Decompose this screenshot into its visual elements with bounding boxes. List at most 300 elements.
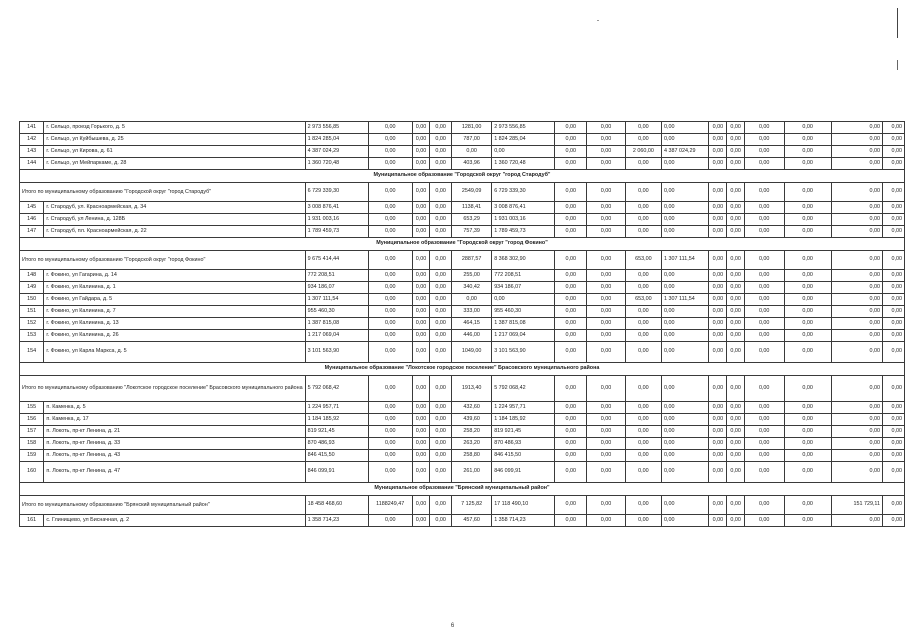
- table-row: [20, 450, 905, 462]
- row-number: 145: [20, 202, 44, 214]
- value-cell: 0,00: [368, 158, 412, 170]
- table-row: [20, 306, 905, 318]
- value-cell: 6 729 339,30: [492, 183, 555, 202]
- value-cell: 0,00: [625, 214, 661, 226]
- section-title: Муниципальное образование "Городской округ "город Фокино": [20, 238, 905, 251]
- value-cell: 0,00: [662, 270, 709, 282]
- value-cell: 0,00: [625, 426, 661, 438]
- value-cell: 0,00: [412, 318, 429, 330]
- value-cell: 340,42: [452, 282, 492, 294]
- table-row: [20, 330, 905, 342]
- value-cell: 0,00: [368, 122, 412, 134]
- edge-line-mark: [897, 60, 898, 70]
- value-cell: 0,00: [727, 342, 744, 363]
- value-cell: 0,00: [883, 438, 905, 450]
- value-cell: 0,00: [883, 226, 905, 238]
- value-cell: 2 973 556,85: [305, 122, 368, 134]
- value-cell: 0,00: [883, 122, 905, 134]
- value-cell: 0,00: [727, 306, 744, 318]
- value-cell: 0,00: [709, 515, 727, 527]
- value-cell: 0,00: [587, 462, 625, 483]
- section-title-row: [20, 238, 905, 251]
- value-cell: 0,00: [368, 270, 412, 282]
- row-number: 156: [20, 414, 44, 426]
- row-number: 152: [20, 318, 44, 330]
- value-cell: 0,00: [662, 462, 709, 483]
- value-cell: 446,00: [452, 330, 492, 342]
- value-cell: 0,00: [625, 515, 661, 527]
- value-cell: 439,60: [452, 414, 492, 426]
- value-cell: 0,00: [727, 122, 744, 134]
- total-label: Итого по муниципальному образованию "Городской округ "город Фокино": [20, 251, 306, 270]
- value-cell: 0,00: [883, 214, 905, 226]
- value-cell: 0,00: [784, 462, 831, 483]
- value-cell: 0,00: [727, 158, 744, 170]
- value-cell: 955 460,30: [492, 306, 555, 318]
- address-cell: г. Фокино, ул Калинина, д. 7: [44, 306, 305, 318]
- address-cell: г. Фокино, ул Калинина, д. 1: [44, 282, 305, 294]
- table-row: [20, 426, 905, 438]
- value-cell: 0,00: [709, 306, 727, 318]
- value-cell: 0,00: [555, 122, 587, 134]
- value-cell: 0,00: [430, 122, 452, 134]
- value-cell: 0,00: [784, 202, 831, 214]
- value-cell: 0,00: [709, 183, 727, 202]
- value-cell: 0,00: [555, 438, 587, 450]
- value-cell: 1 358 714,23: [305, 515, 368, 527]
- value-cell: 0,00: [430, 306, 452, 318]
- table-row: [20, 134, 905, 146]
- value-cell: 0,00: [412, 158, 429, 170]
- value-cell: 0,00: [555, 226, 587, 238]
- value-cell: 0,00: [727, 270, 744, 282]
- value-cell: 5 792 068,42: [305, 376, 368, 402]
- value-cell: 0,00: [744, 183, 784, 202]
- value-cell: 9 675 414,44: [305, 251, 368, 270]
- value-cell: 0,00: [662, 158, 709, 170]
- value-cell: 0,00: [430, 376, 452, 402]
- address-cell: п. Каменка, д. 5: [44, 402, 305, 414]
- address-cell: п. Локоть, пр-кт Ленина, д. 43: [44, 450, 305, 462]
- value-cell: 0,00: [784, 270, 831, 282]
- value-cell: 934 186,07: [492, 282, 555, 294]
- value-cell: 1 387 815,08: [492, 318, 555, 330]
- value-cell: 0,00: [744, 402, 784, 414]
- value-cell: 0,00: [883, 496, 905, 515]
- value-cell: 0,00: [555, 450, 587, 462]
- table-row: [20, 158, 905, 170]
- value-cell: 0,00: [709, 214, 727, 226]
- value-cell: 0,00: [625, 122, 661, 134]
- value-cell: 0,00: [430, 438, 452, 450]
- value-cell: 1 789 459,73: [492, 226, 555, 238]
- value-cell: 0,00: [744, 515, 784, 527]
- value-cell: 0,00: [555, 183, 587, 202]
- value-cell: 0,00: [727, 414, 744, 426]
- table-row: [20, 282, 905, 294]
- value-cell: 0,00: [587, 342, 625, 363]
- value-cell: 0,00: [555, 402, 587, 414]
- value-cell: 3 101 563,90: [492, 342, 555, 363]
- row-number: 146: [20, 214, 44, 226]
- value-cell: 0,00: [883, 294, 905, 306]
- value-cell: 0,00: [555, 146, 587, 158]
- total-row: [20, 251, 905, 270]
- value-cell: 0,00: [784, 251, 831, 270]
- value-cell: 0,00: [430, 214, 452, 226]
- value-cell: 0,00: [709, 146, 727, 158]
- value-cell: 0,00: [412, 146, 429, 158]
- value-cell: 0,00: [368, 330, 412, 342]
- value-cell: 0,00: [744, 122, 784, 134]
- value-cell: 0,00: [555, 306, 587, 318]
- value-cell: 0,00: [709, 134, 727, 146]
- value-cell: 1 307 111,54: [305, 294, 368, 306]
- value-cell: 0,00: [883, 450, 905, 462]
- value-cell: 0,00: [587, 251, 625, 270]
- value-cell: 0,00: [412, 270, 429, 282]
- value-cell: 0,00: [662, 202, 709, 214]
- value-cell: 0,00: [662, 438, 709, 450]
- value-cell: 0,00: [831, 330, 882, 342]
- value-cell: 0,00: [831, 318, 882, 330]
- value-cell: 1 217 069,04: [305, 330, 368, 342]
- address-cell: г. Сельцо, ул Мейпаркаме, д. 28: [44, 158, 305, 170]
- value-cell: 0,00: [662, 226, 709, 238]
- address-cell: г. Сельцо, ул Куйбышева, д. 25: [44, 134, 305, 146]
- row-number: 161: [20, 515, 44, 527]
- value-cell: 757,39: [452, 226, 492, 238]
- table-row: [20, 342, 905, 363]
- value-cell: 3 008 876,41: [492, 202, 555, 214]
- address-cell: с. Глинищево, ул Бисначная, д. 2: [44, 515, 305, 527]
- page-number: 6: [450, 623, 455, 629]
- value-cell: 0,00: [662, 376, 709, 402]
- value-cell: 0,00: [662, 330, 709, 342]
- value-cell: 0,00: [412, 251, 429, 270]
- value-cell: 3 008 876,41: [305, 202, 368, 214]
- value-cell: 0,00: [555, 330, 587, 342]
- value-cell: 0,00: [727, 426, 744, 438]
- value-cell: 0,00: [883, 376, 905, 402]
- value-cell: 0,00: [587, 202, 625, 214]
- value-cell: 0,00: [587, 515, 625, 527]
- value-cell: 0,00: [831, 462, 882, 483]
- value-cell: 0,00: [744, 282, 784, 294]
- value-cell: 0,00: [412, 450, 429, 462]
- value-cell: 0,00: [709, 251, 727, 270]
- section-title-row: [20, 483, 905, 496]
- value-cell: 0,00: [727, 282, 744, 294]
- value-cell: 0,00: [709, 462, 727, 483]
- value-cell: 1 931 003,16: [492, 214, 555, 226]
- value-cell: 0,00: [727, 251, 744, 270]
- value-cell: 0,00: [555, 294, 587, 306]
- value-cell: 0,00: [831, 294, 882, 306]
- value-cell: 0,00: [412, 496, 429, 515]
- value-cell: 0,00: [368, 226, 412, 238]
- value-cell: 0,00: [744, 318, 784, 330]
- value-cell: 151 729,11: [831, 496, 882, 515]
- address-cell: п. Локоть, пр-кт Ленина, д. 33: [44, 438, 305, 450]
- value-cell: 8 368 302,90: [492, 251, 555, 270]
- value-cell: 0,00: [662, 318, 709, 330]
- value-cell: 0,00: [555, 496, 587, 515]
- value-cell: 0,00: [784, 414, 831, 426]
- row-number: 148: [20, 270, 44, 282]
- table-row: [20, 122, 905, 134]
- value-cell: 0,00: [727, 294, 744, 306]
- address-cell: г. Фокино, ул Гайдара, д. 5: [44, 294, 305, 306]
- address-cell: г. Фокино, ул Калинина, д. 26: [44, 330, 305, 342]
- row-number: 150: [20, 294, 44, 306]
- value-cell: 0,00: [744, 134, 784, 146]
- value-cell: 1 224 957,71: [305, 402, 368, 414]
- value-cell: 0,00: [709, 426, 727, 438]
- value-cell: 457,60: [452, 515, 492, 527]
- value-cell: 0,00: [625, 496, 661, 515]
- value-cell: 0,00: [368, 282, 412, 294]
- value-cell: 432,60: [452, 402, 492, 414]
- value-cell: 0,00: [430, 134, 452, 146]
- row-number: 160: [20, 462, 44, 483]
- edge-line-mark: [897, 8, 898, 38]
- value-cell: 0,00: [412, 282, 429, 294]
- value-cell: 0,00: [625, 376, 661, 402]
- value-cell: 1 224 957,71: [492, 402, 555, 414]
- value-cell: 0,00: [744, 294, 784, 306]
- value-cell: 0,00: [784, 226, 831, 238]
- value-cell: 653,00: [625, 294, 661, 306]
- value-cell: 0,00: [430, 183, 452, 202]
- value-cell: 0,00: [625, 450, 661, 462]
- value-cell: 0,00: [430, 318, 452, 330]
- value-cell: 0,00: [587, 376, 625, 402]
- value-cell: 0,00: [831, 202, 882, 214]
- value-cell: 846 099,91: [305, 462, 368, 483]
- value-cell: 6 729 339,30: [305, 183, 368, 202]
- value-cell: 0,00: [430, 462, 452, 483]
- value-cell: 0,00: [625, 306, 661, 318]
- value-cell: 0,00: [368, 515, 412, 527]
- value-cell: 1 307 111,54: [662, 294, 709, 306]
- value-cell: 0,00: [625, 342, 661, 363]
- table-row: [20, 414, 905, 426]
- scan-dot: [597, 20, 599, 21]
- value-cell: 0,00: [430, 515, 452, 527]
- total-row: [20, 183, 905, 202]
- row-number: 144: [20, 158, 44, 170]
- value-cell: 0,00: [727, 146, 744, 158]
- value-cell: 0,00: [709, 342, 727, 363]
- row-number: 147: [20, 226, 44, 238]
- value-cell: 0,00: [368, 202, 412, 214]
- value-cell: 0,00: [744, 438, 784, 450]
- value-cell: 0,00: [430, 450, 452, 462]
- value-cell: 0,00: [784, 294, 831, 306]
- value-cell: 0,00: [368, 426, 412, 438]
- value-cell: 0,00: [831, 146, 882, 158]
- value-cell: 870 486,93: [305, 438, 368, 450]
- value-cell: 0,00: [727, 183, 744, 202]
- value-cell: 0,00: [625, 438, 661, 450]
- value-cell: 0,00: [587, 146, 625, 158]
- value-cell: 0,00: [831, 282, 882, 294]
- value-cell: 0,00: [662, 402, 709, 414]
- value-cell: 0,00: [784, 306, 831, 318]
- table-row: [20, 226, 905, 238]
- value-cell: 0,00: [430, 414, 452, 426]
- value-cell: 17 118 490,10: [492, 496, 555, 515]
- address-cell: г. Фокино, ул Гагарина, д. 14: [44, 270, 305, 282]
- value-cell: 0,00: [831, 214, 882, 226]
- value-cell: 1913,40: [452, 376, 492, 402]
- address-cell: г. Фокино, ул Карла Маркса, д. 5: [44, 342, 305, 363]
- row-number: 158: [20, 438, 44, 450]
- value-cell: 846 415,50: [492, 450, 555, 462]
- value-cell: 0,00: [555, 134, 587, 146]
- value-cell: 0,00: [784, 402, 831, 414]
- value-cell: 0,00: [587, 496, 625, 515]
- value-cell: 0,00: [709, 414, 727, 426]
- value-cell: 0,00: [368, 294, 412, 306]
- value-cell: 0,00: [709, 330, 727, 342]
- value-cell: 0,00: [727, 134, 744, 146]
- value-cell: 653,00: [625, 251, 661, 270]
- value-cell: 0,00: [727, 462, 744, 483]
- value-cell: 0,00: [831, 450, 882, 462]
- total-label: Итого по муниципальному образованию "Городской округ "город Стародуб": [20, 183, 306, 202]
- value-cell: 0,00: [883, 183, 905, 202]
- value-cell: 0,00: [555, 202, 587, 214]
- value-cell: 0,00: [883, 202, 905, 214]
- value-cell: 0,00: [831, 376, 882, 402]
- value-cell: 0,00: [625, 402, 661, 414]
- value-cell: 1 789 459,73: [305, 226, 368, 238]
- table-row: [20, 438, 905, 450]
- table-row: [20, 270, 905, 282]
- value-cell: 0,00: [555, 515, 587, 527]
- value-cell: 2549,09: [452, 183, 492, 202]
- value-cell: 0,00: [883, 414, 905, 426]
- value-cell: 0,00: [555, 426, 587, 438]
- value-cell: 1 931 003,16: [305, 214, 368, 226]
- address-cell: п. Каменка, д. 17: [44, 414, 305, 426]
- value-cell: 0,00: [430, 282, 452, 294]
- value-cell: 0,00: [883, 306, 905, 318]
- value-cell: 333,00: [452, 306, 492, 318]
- value-cell: 0,00: [587, 450, 625, 462]
- section-title: Муниципальное образование "Брянский муниципальный район": [20, 483, 905, 496]
- value-cell: 772 208,51: [492, 270, 555, 282]
- value-cell: 2 973 556,85: [492, 122, 555, 134]
- value-cell: 0,00: [587, 214, 625, 226]
- value-cell: 0,00: [831, 426, 882, 438]
- value-cell: 0,00: [555, 414, 587, 426]
- value-cell: 0,00: [430, 202, 452, 214]
- value-cell: 0,00: [727, 450, 744, 462]
- value-cell: 0,00: [412, 134, 429, 146]
- value-cell: 0,00: [368, 146, 412, 158]
- value-cell: 0,00: [492, 294, 555, 306]
- value-cell: 0,00: [555, 342, 587, 363]
- value-cell: 0,00: [412, 426, 429, 438]
- table-row: [20, 462, 905, 483]
- address-cell: п. Локоть, пр-кт Ленина, д. 47: [44, 462, 305, 483]
- value-cell: 258,80: [452, 450, 492, 462]
- row-number: 141: [20, 122, 44, 134]
- value-cell: 0,00: [709, 122, 727, 134]
- value-cell: 819 921,45: [492, 426, 555, 438]
- value-cell: 0,00: [784, 122, 831, 134]
- value-cell: 0,00: [709, 402, 727, 414]
- value-cell: 0,00: [412, 438, 429, 450]
- value-cell: 0,00: [727, 202, 744, 214]
- value-cell: 0,00: [744, 496, 784, 515]
- value-cell: 0,00: [555, 376, 587, 402]
- value-cell: 653,29: [452, 214, 492, 226]
- value-cell: 0,00: [430, 158, 452, 170]
- register-table-body: [20, 122, 905, 527]
- value-cell: 0,00: [883, 462, 905, 483]
- value-cell: 0,00: [625, 318, 661, 330]
- value-cell: 0,00: [625, 414, 661, 426]
- value-cell: 0,00: [555, 282, 587, 294]
- value-cell: 0,00: [831, 226, 882, 238]
- value-cell: 1 387 815,08: [305, 318, 368, 330]
- value-cell: 0,00: [430, 330, 452, 342]
- value-cell: 0,00: [831, 402, 882, 414]
- value-cell: 4 387 024,29: [305, 146, 368, 158]
- value-cell: 0,00: [625, 134, 661, 146]
- table-row: [20, 146, 905, 158]
- value-cell: 0,00: [883, 402, 905, 414]
- value-cell: 0,00: [587, 270, 625, 282]
- value-cell: 0,00: [709, 438, 727, 450]
- value-cell: 0,00: [831, 414, 882, 426]
- value-cell: 0,00: [784, 426, 831, 438]
- table-row: [20, 202, 905, 214]
- value-cell: 0,00: [831, 158, 882, 170]
- value-cell: 0,00: [430, 496, 452, 515]
- value-cell: 787,00: [452, 134, 492, 146]
- value-cell: 1 184 185,92: [492, 414, 555, 426]
- value-cell: 0,00: [412, 402, 429, 414]
- total-row: [20, 496, 905, 515]
- table-row: [20, 318, 905, 330]
- value-cell: 4 387 024,29: [662, 146, 709, 158]
- value-cell: 0,00: [784, 450, 831, 462]
- value-cell: 0,00: [368, 376, 412, 402]
- total-row: [20, 376, 905, 402]
- value-cell: 0,00: [662, 450, 709, 462]
- value-cell: 0,00: [744, 214, 784, 226]
- value-cell: 0,00: [784, 214, 831, 226]
- value-cell: 0,00: [587, 282, 625, 294]
- value-cell: 403,96: [452, 158, 492, 170]
- value-cell: 0,00: [831, 342, 882, 363]
- value-cell: 0,00: [587, 134, 625, 146]
- value-cell: 0,00: [368, 318, 412, 330]
- table-row: [20, 402, 905, 414]
- value-cell: 0,00: [555, 214, 587, 226]
- value-cell: 0,00: [662, 282, 709, 294]
- table-row: [20, 294, 905, 306]
- value-cell: 0,00: [555, 462, 587, 483]
- section-title-row: [20, 363, 905, 376]
- value-cell: 0,00: [625, 183, 661, 202]
- value-cell: 0,00: [883, 282, 905, 294]
